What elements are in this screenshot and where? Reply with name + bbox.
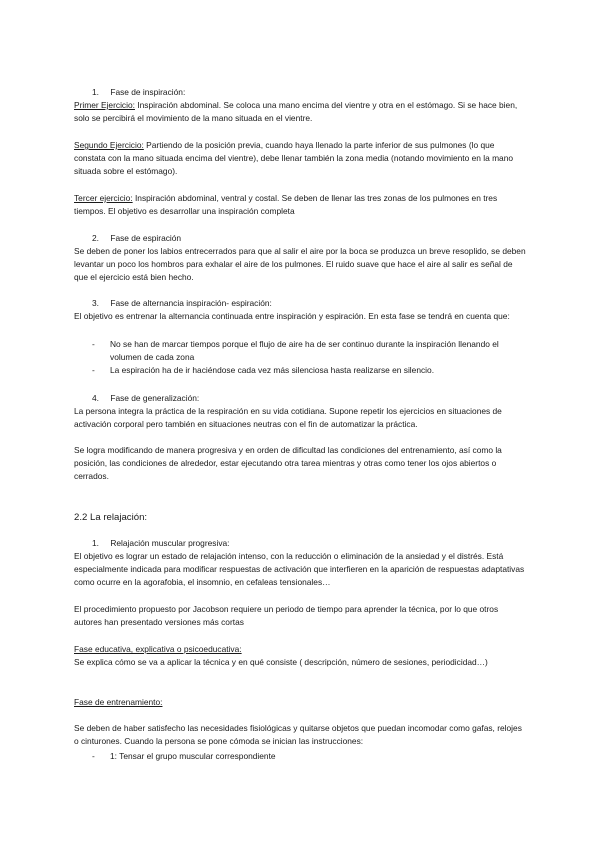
exercise-text: Inspiración abdominal, ventral y costal. Se deben de llenar las tres zonas de los pulmones en tres tiempos. El objetivo es desarrollar una inspiración completa	[74, 193, 498, 217]
subheading-fase-educativa: Fase educativa, explicativa o psicoeducativa:	[74, 644, 242, 654]
document-page: 1. Fase de inspiración: Primer Ejercicio: Inspiración abdominal. Se coloca una mano encima del vientre y otra en el estómago. Si se hace bien, solo se percibirá el movimiento de la mano situada en el vientre. Segundo Ejercicio: Partiendo de la posición previa, cuando haya llenado la parte inferior de sus pulmones (lo que constata con la mano situada encima del vientre), debe llenar también la zona media (notando movimiento en la mano situada sobre el estómago). Tercer ejercicio: Inspiración abdominal, ventral y costal. Se deben de llenar las tres zonas de los pulmones en tres tiempos. El objetivo es desarrollar una inspiración completa 2. Fase de espiración Se deben de poner los labios entrecerrados para que al salir el aire por la boca se produzca un breve resoplido, se deben levantar un poco los hombros para exhalar el aire de los pulmones. El ruido suave que hace el aire al salir es señal de que el ejercicio está bien hecho. 3. Fase de alternancia inspiración- espiración: El objetivo es entrenar la alternancia continuada entre inspiración y espiración. En esta fase se tendrá en cuenta que: - No se han de marcar tiempos porque el flujo de aire ha de ser continuo durante la inspiración llenando el volumen de cada zona - La espiración ha de ir haciéndose cada vez más silenciosa hasta realizarse en silencio. 4. Fase de generalización: La persona integra la práctica de la respiración en su vida cotidiana. Supone repetir los ejercicios en situaciones de activación corporal pero también en situaciones neutras con el fin de automatizar la práctica. Se logra modificando de manera progresiva y en orden de dificultad las condiciones del entrenamiento, así como la posición, las condiciones de alrededor, estar ejecutando otra tarea mientras y otras como tener los ojos abiertos o cerrados. 2.2 La relajación: 1. Relajación muscular progresiva: El objetivo es lograr un estado de relajación intenso, con la reducción o eliminación de la ansiedad y el distrés. Está especialmente indicada para modificar respuestas de activación que interfieren en la aparición de respuestas adaptativas como ocurre en la agorafobia, el insomnio, en cefaleas tensionales… El procedimiento propuesto por Jacobson requiere un periodo de tiempo para aprender la técnica, por lo que otros autores han presentado versiones más cortas Fase educativa, explicativa o psicoeducativa: Se explica cómo se va a aplicar la técnica y en qué consiste ( descripción, número de sesiones, periodicidad…) Fase de entrenamiento: Se deben de haber satisfecho las necesidades fisiológicas y quitarse objetos que puedan incomodar como gafas, relojes o cinturones. Cuando la persona se pone cómoda se inician las instrucciones: - 1: Tensar el grupo muscular correspondiente	[0, 0, 600, 848]
section-title: Fase de inspiración:	[110, 87, 186, 97]
list-item-text: La espiración ha de ir haciéndose cada vez más silenciosa hasta realizarse en silencio.	[110, 365, 435, 375]
paragraph-ejercicio-3	[74, 192, 526, 218]
section-title: Fase de espiración	[110, 233, 182, 243]
section-heading-relajacion-muscular	[92, 537, 230, 550]
paragraph-generalizacion-2: Se logra modificando de manera progresiva y en orden de dificultad las condiciones del entrenamiento, así como la posición, las condiciones de alrededor, estar ejecutando otra tarea mientras y otras como tener los ojos abiertos o cerrados.	[74, 445, 502, 482]
list-item-text: 1: Tensar el grupo muscular correspondiente	[110, 751, 276, 761]
paragraph-ejercicio-2	[74, 139, 526, 179]
section-heading-espiracion	[92, 232, 181, 245]
paragraph-alternancia: El objetivo es entrenar la alternancia continuada entre inspiración y espiración. En esta fase se tendrá en cuenta que:	[74, 311, 510, 321]
section-heading-generalizacion	[92, 392, 199, 405]
section-title: Fase de generalización:	[110, 393, 200, 403]
paragraph-espiracion: Se deben de poner los labios entrecerrados para que al salir el aire por la boca se produzca un breve resoplido, se deben levantar un poco los hombros para exhalar el aire de los pulmones. El ruido suave que hace el aire al salir es señal de que el ejercicio está bien hecho.	[74, 246, 526, 283]
list-number: 1.	[92, 538, 99, 548]
section-heading-relajacion: 2.2 La relajación:	[74, 512, 148, 523]
exercise-text: Inspiración abdominal. Se coloca una mano encima del vientre y otra en el estómago. Si se hace bien, solo se percibirá el movimiento de la mano situada en el vientre.	[74, 100, 518, 124]
paragraph-fase-entrenamiento: Se deben de haber satisfecho las necesidades fisiológicas y quitarse objetos que puedan incomodar como gafas, relojes o cinturones. Cuando la persona se pone cómoda se inician las instrucciones:	[74, 723, 522, 747]
section-heading-inspiracion	[92, 86, 185, 99]
subheading-fase-entrenamiento: Fase de entrenamiento:	[74, 697, 163, 707]
exercise-text: Partiendo de la posición previa, cuando haya llenado la parte inferior de sus pulmones (lo que constata con la mano situada encima del vientre), debe llenar también la zona media (notando movimiento en la mano situada sobre el estómago).	[74, 140, 514, 177]
list-number: 4.	[92, 393, 99, 403]
list-item-text: No se han de marcar tiempos porque el flujo de aire ha de ser continuo durante la inspiración llenando el volumen de cada zona	[110, 339, 499, 363]
exercise-label: Primer Ejercicio:	[74, 100, 135, 110]
paragraph-generalizacion-1: La persona integra la práctica de la respiración en su vida cotidiana. Supone repetir los ejercicios en situaciones de activación corporal pero también en situaciones neutras con el fin de automatizar la práctica.	[74, 406, 502, 430]
paragraph-relajacion-1: El objetivo es lograr un estado de relajación intenso, con la reducción o eliminación de la ansiedad y el distrés. Está especialmente indicada para modificar respuestas de activación que interfieren en la aparición de respuestas adaptativas como ocurre en la agorafobia, el insomnio, en cefaleas tensionales…	[74, 551, 525, 588]
paragraph-ejercicio-1	[74, 99, 526, 125]
section-title: Fase de alternancia inspiración- espiración:	[110, 298, 272, 308]
list-number: 1.	[92, 87, 99, 97]
list-number: 3.	[92, 298, 99, 308]
section-heading-alternancia	[92, 297, 272, 310]
exercise-label: Tercer ejercicio:	[74, 193, 133, 203]
list-number: 2.	[92, 233, 99, 243]
section-title: Relajación muscular progresiva:	[110, 538, 230, 548]
paragraph-fase-educativa: Se explica cómo se va a aplicar la técnica y en qué consiste ( descripción, número de sesiones, periodicidad…)	[74, 657, 488, 667]
paragraph-relajacion-2: El procedimiento propuesto por Jacobson requiere un periodo de tiempo para aprender la técnica, por lo que otros autores han presentado versiones más cortas	[74, 604, 499, 628]
exercise-label: Segundo Ejercicio:	[74, 140, 144, 150]
